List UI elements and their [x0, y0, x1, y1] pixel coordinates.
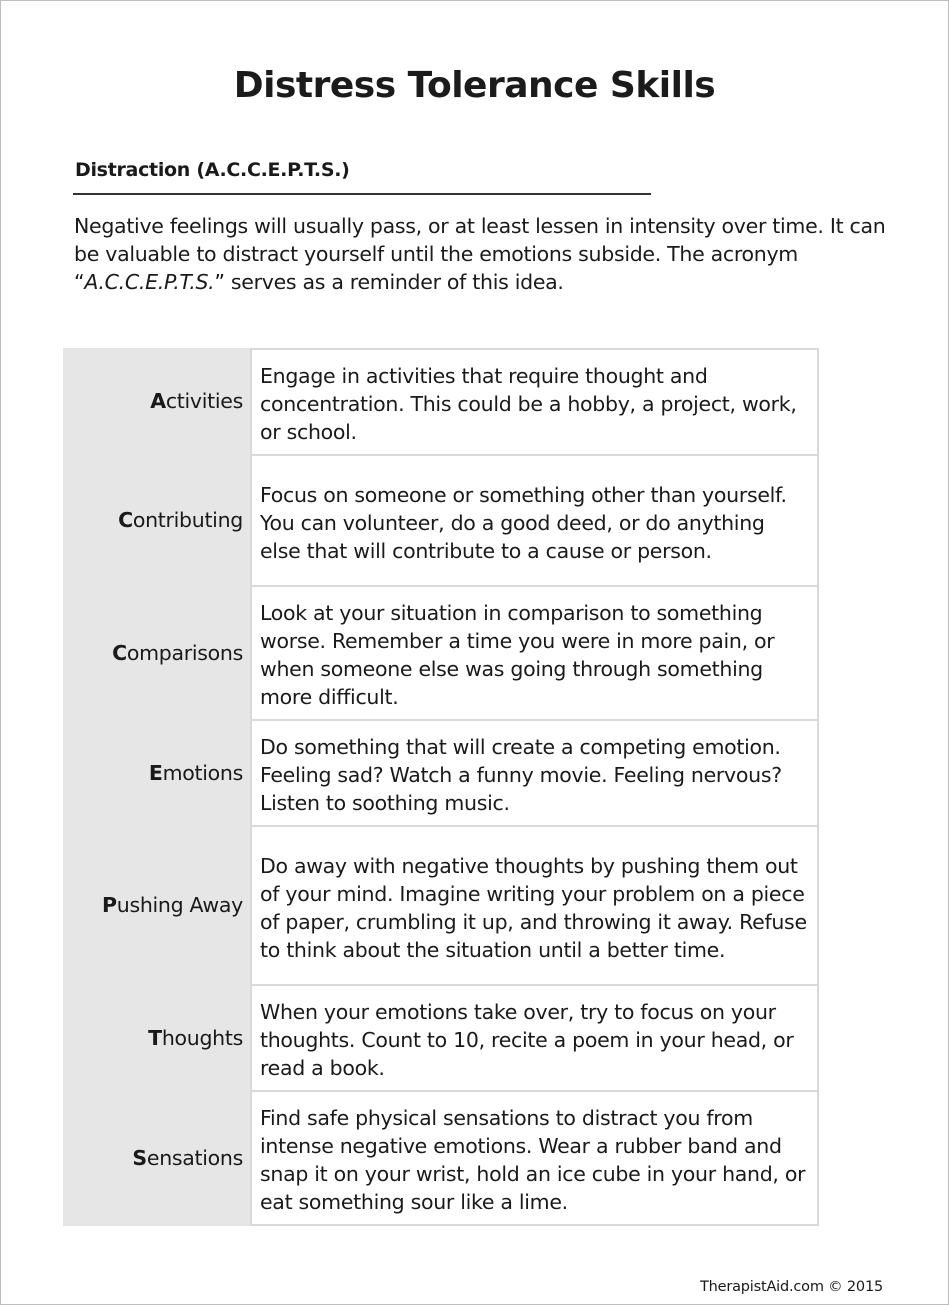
skill-description: When your emotions take over, try to focus on your thoughts. Count to 10, recite a poem in your head, or read a book. — [250, 986, 819, 1092]
skill-label — [63, 348, 250, 456]
skill-row — [63, 348, 819, 456]
skill-label — [63, 1092, 250, 1226]
skill-name-rest: ontributing — [132, 508, 243, 532]
skill-label — [63, 721, 250, 827]
skill-row — [63, 721, 819, 827]
skill-description: Engage in activities that require thought and concentration. This could be a hobby, a project, work, or school. — [250, 348, 819, 456]
skill-description: Do something that will create a competing emotion. Feeling sad? Watch a funny movie. Feeling nervous? Listen to soothing music. — [250, 721, 819, 827]
skill-row — [63, 456, 819, 587]
skill-description: Find safe physical sensations to distract you from intense negative emotions. Wear a rubber band and snap it on your wrist, hold an ice cube in your hand, or eat something sour like a lime. — [250, 1092, 819, 1226]
skill-description: Do away with negative thoughts by pushing them out of your mind. Imagine writing your problem on a piece of paper, crumbling it up, and throwing it away. Refuse to think about the situation until a better time. — [250, 827, 819, 986]
skill-name-rest: motions — [162, 760, 243, 785]
intro-text-end: ” serves as a reminder of this idea. — [214, 270, 564, 294]
skill-initial: T — [148, 1025, 162, 1050]
skill-label — [63, 587, 250, 721]
skill-initial: P — [102, 893, 117, 917]
skill-label — [63, 827, 250, 986]
skill-description: Focus on someone or something other than yourself. You can volunteer, do a good deed, or do anything else that will contribute to a cause or person. — [250, 456, 819, 587]
skill-row — [63, 587, 819, 721]
skill-initial: E — [148, 760, 163, 785]
skill-row — [63, 1092, 819, 1226]
page-title: Distress Tolerance Skills — [233, 65, 716, 106]
skill-label — [63, 986, 250, 1092]
skill-name-rest: omparisons — [126, 640, 243, 665]
heading-divider — [73, 193, 651, 195]
skill-initial: A — [150, 388, 166, 413]
skill-row — [63, 986, 819, 1092]
intro-acronym: A.C.C.E.P.T.S. — [84, 270, 215, 294]
skill-initial: S — [132, 1145, 147, 1170]
skill-initial: C — [118, 508, 133, 532]
skill-description: Look at your situation in comparison to something worse. Remember a time you were in more pain, or when someone else was going through something more difficult. — [250, 587, 819, 721]
skills-table — [63, 348, 819, 1226]
section-heading: Distraction (A.C.C.E.P.T.S.) — [75, 159, 350, 181]
skill-name-rest: ctivities — [165, 388, 243, 413]
intro-paragraph — [74, 212, 904, 296]
skill-label — [63, 456, 250, 587]
skill-name-rest: houghts — [161, 1025, 243, 1050]
copyright-footer: TherapistAid.com © 2015 — [699, 1279, 883, 1295]
skill-row — [63, 827, 819, 986]
intro-text-start: Negative feelings will usually pass, or at least lessen in intensity over time. It can be valuable to distract yourself until the emotions subside. The acronym “ — [74, 214, 886, 294]
skill-name-rest: ushing Away — [116, 893, 243, 917]
skill-initial: C — [112, 640, 127, 665]
skill-name-rest: ensations — [146, 1145, 243, 1170]
